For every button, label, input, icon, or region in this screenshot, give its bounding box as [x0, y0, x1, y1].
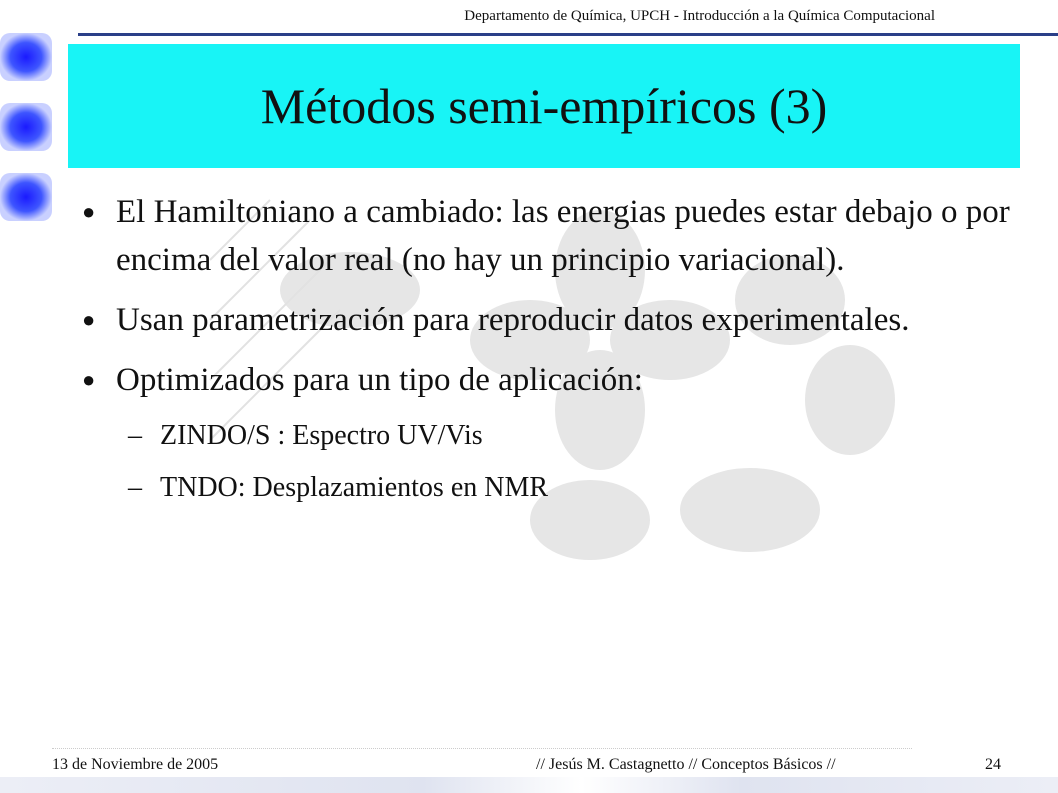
bullet-text: Optimizados para un tipo de aplicación:	[116, 362, 643, 398]
list-item	[82, 188, 1012, 284]
bullet-dot-icon: ●	[82, 199, 96, 224]
sub-list-item	[82, 468, 1012, 508]
sub-bullet-text: TNDO: Desplazamientos en NMR	[160, 472, 549, 503]
side-marker-icon	[0, 103, 52, 151]
list-item	[82, 296, 1012, 344]
sub-bullet-text: ZINDO/S : Espectro UV/Vis	[160, 420, 483, 451]
footer-date: 13 de Noviembre de 2005	[52, 756, 219, 773]
dash-icon: –	[128, 420, 142, 451]
footer-rule	[52, 748, 912, 749]
bottom-bar	[0, 777, 1058, 793]
top-rule	[78, 33, 1058, 36]
slide-title: Métodos semi-empíricos (3)	[260, 78, 828, 134]
bullet-text: Usan parametrización para reproducir datos experimentales.	[116, 302, 910, 338]
bullet-text: El Hamiltoniano a cambiado: las energias puedes estar debajo o por encima del valor real (no hay un principio variacional).	[116, 194, 1010, 278]
footer-author: // Jesús M. Castagnetto // Conceptos Básicos //	[536, 756, 836, 773]
title-box	[68, 44, 1020, 168]
list-item	[82, 356, 1012, 404]
header-text: Departamento de Química, UPCH - Introducción a la Química Computacional	[464, 8, 935, 24]
dash-icon: –	[128, 472, 142, 503]
bullet-dot-icon: ●	[82, 367, 96, 392]
side-marker-icon	[0, 173, 52, 221]
slide-content	[82, 188, 1012, 508]
bullet-dot-icon: ●	[82, 307, 96, 332]
page-number: 24	[985, 756, 1001, 773]
sub-list-item	[82, 416, 1012, 456]
side-marker-icon	[0, 33, 52, 81]
